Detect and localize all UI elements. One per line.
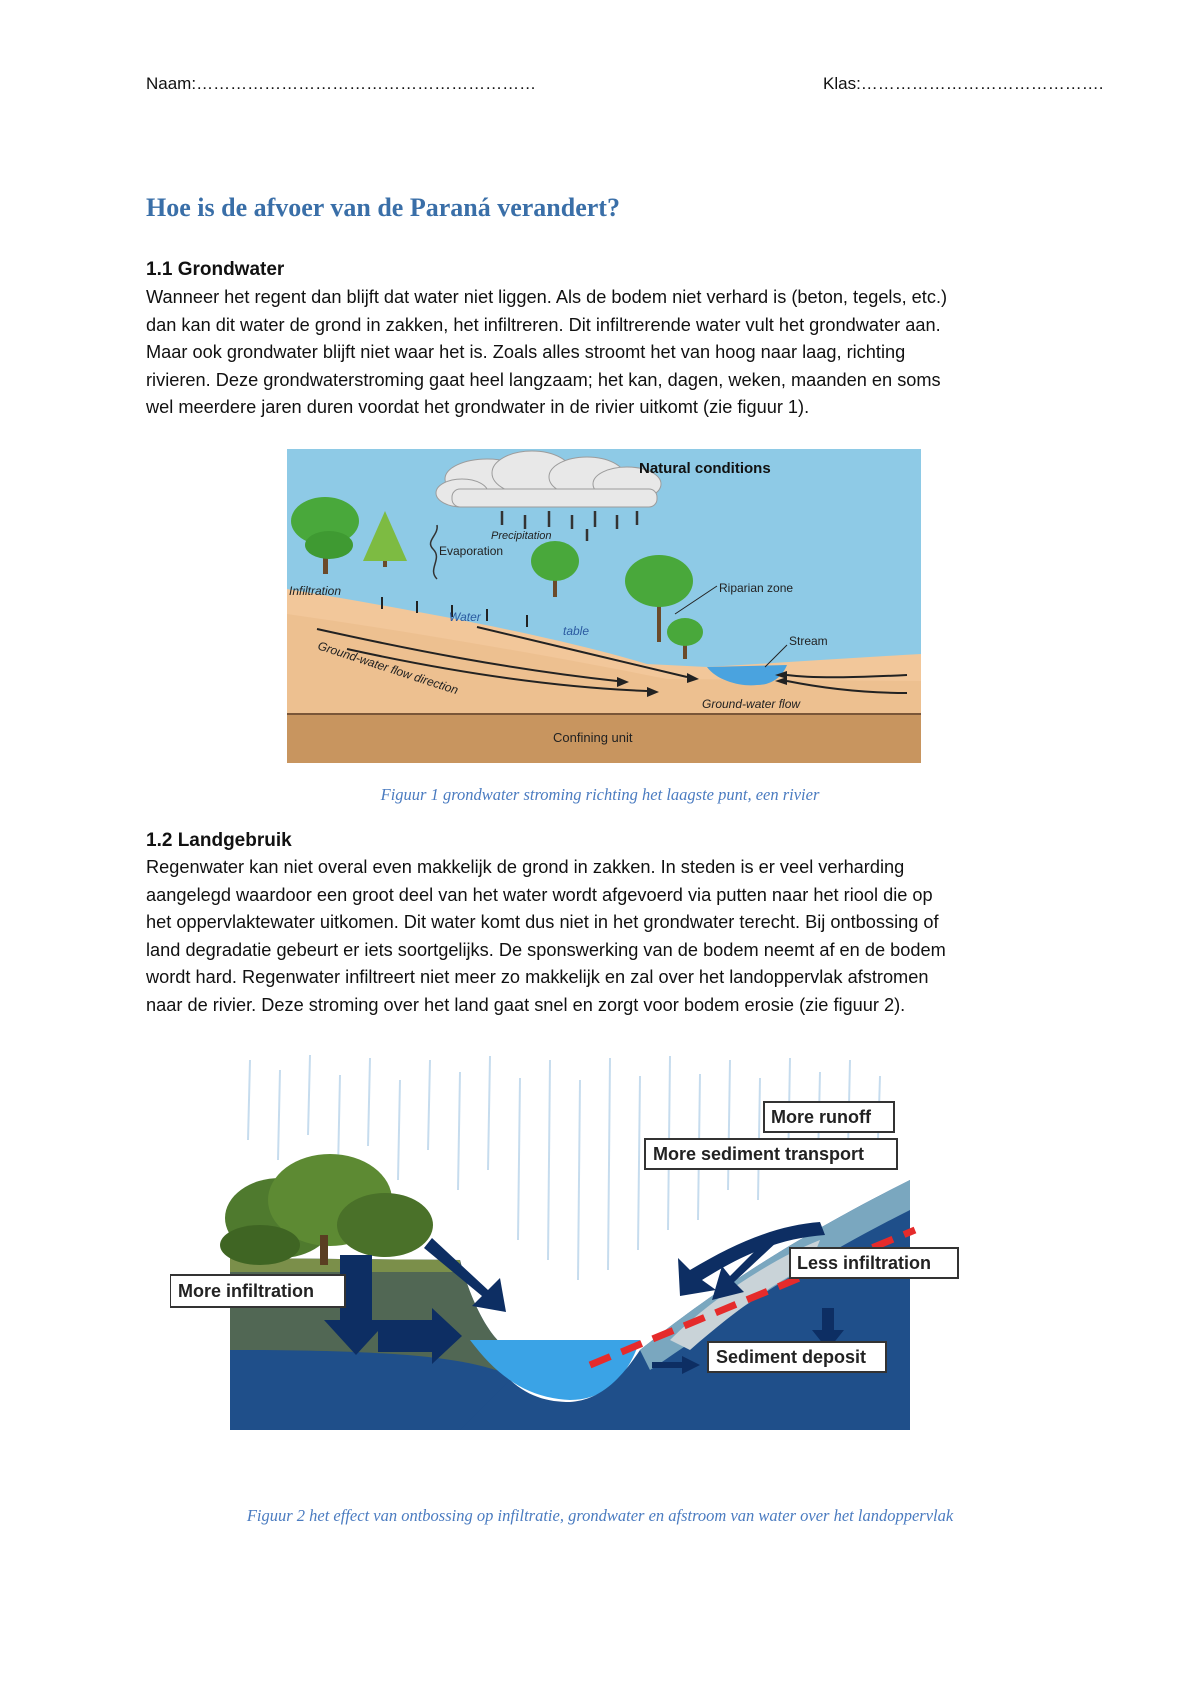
figure-natural-conditions (287, 449, 921, 763)
label-gw-flow-direction: Ground-water flow direction (316, 638, 460, 698)
label-precipitation: Precipitation (491, 530, 552, 542)
text-line: rivieren. Deze grondwaterstroming gaat heel langzaam; het kan, dagen, weken, maanden en soms (146, 369, 941, 390)
text-line: dan kan dit water de grond in zakken, het infiltreren. Dit infiltrerende water vult het grondwater aan. (146, 314, 941, 335)
section-body-grondwater (146, 284, 1066, 422)
svg-text:More runoff: More runoff (771, 1107, 871, 1127)
label-evaporation: Evaporation (439, 544, 504, 558)
label-less-infiltration (790, 1248, 958, 1278)
label-confining-unit: Confining unit (553, 730, 633, 745)
svg-text:More sediment transport: More sediment transport (653, 1144, 865, 1164)
text-line: wel meerdere jaren duren voordat het grondwater in de rivier uitkomt (zie figuur 1). (146, 397, 810, 417)
figure1-title: Natural conditions (639, 460, 771, 477)
text-line: Maar ook grondwater blijft niet waar het is. Zoals alles stroomt het van hoog naar laag, richting (146, 342, 906, 362)
svg-text:More infiltration: More infiltration (178, 1281, 314, 1301)
text-line: Regenwater kan niet overal even makkelijk de grond in zakken. In steden is er veel verharding (146, 857, 905, 877)
section-heading-landgebruik: 1.2 Landgebruik (146, 830, 292, 851)
text-line: naar de rivier. Deze stroming over het land gaat snel en zorgt voor bodem erosie (zie figuur 2). (146, 994, 906, 1015)
forest-icon (220, 1154, 433, 1265)
figure2-caption: Figuur 2 het effect van ontbossing op infiltratie, grondwater en afstroom van water over het landoppervlak (246, 1506, 954, 1525)
label-water: Water (449, 610, 481, 624)
label-more-sediment-transport (645, 1139, 897, 1169)
label-table: table (563, 624, 590, 638)
page-title: Hoe is de afvoer van de Paraná verandert? (146, 193, 620, 222)
label-infiltration: Infiltration (289, 584, 342, 598)
label-riparian-zone: Riparian zone (719, 581, 794, 595)
label-more-runoff (764, 1102, 894, 1132)
text-line: aangelegd waardoor een groot deel van het water wordt afgevoerd via putten naar het riool die op (146, 884, 933, 905)
label-stream: Stream (789, 634, 828, 648)
text-line: land degradatie gebeurt er iets soortgelijks. De sponswerking van de bodem neemt af en de bodem (146, 939, 946, 960)
text-line: het oppervlaktewater uitkomen. Dit water komt dus niet in het grondwater terecht. Bij ontbossing of (146, 912, 939, 932)
name-field-label: Naam:…………………………………………………… (146, 74, 537, 93)
section-body-landgebruik (146, 854, 1066, 1019)
label-more-infiltration (170, 1275, 345, 1307)
label-sediment-deposit (708, 1342, 886, 1372)
section-heading-grondwater: 1.1 Grondwater (146, 259, 285, 280)
text-line: wordt hard. Regenwater infiltreert niet meer zo makkelijk en zal over het landoppervlak afstromen (146, 967, 929, 987)
label-gw-flow: Ground-water flow (702, 697, 801, 711)
svg-text:Less infiltration: Less infiltration (797, 1253, 932, 1273)
figure-deforestation-effect (170, 1050, 1050, 1490)
text-line: Wanneer het regent dan blijft dat water niet liggen. Als de bodem niet verhard is (beton, tegels, etc.) (146, 287, 948, 307)
figure1-caption: Figuur 1 grondwater stroming richting het laagste punt, een rivier (380, 785, 820, 804)
class-field-label: Klas:……………………………………. (823, 74, 1104, 93)
svg-text:Sediment deposit: Sediment deposit (716, 1347, 867, 1367)
